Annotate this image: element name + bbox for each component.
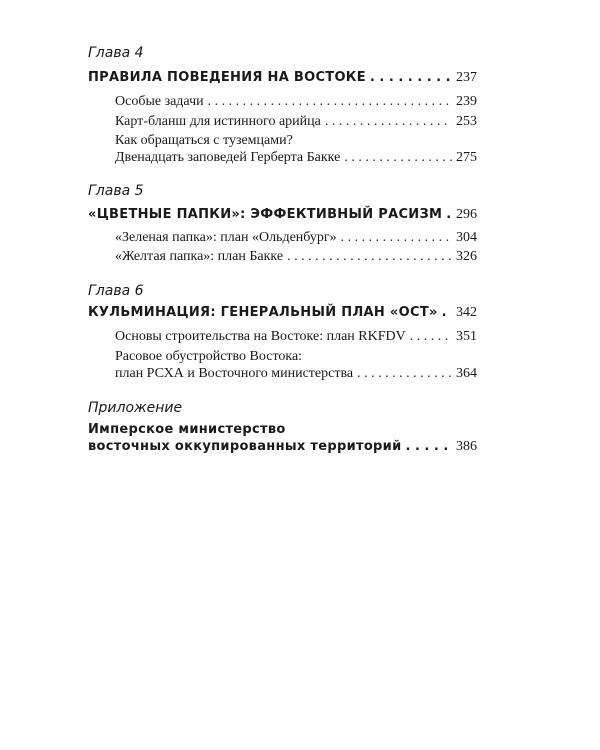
leader-dots bbox=[208, 94, 452, 110]
chapter-title: КУЛЬМИНАЦИЯ: ГЕНЕРАЛЬНЫЙ ПЛАН «ОСТ» bbox=[88, 305, 438, 320]
chapter-6-label: Глава 6 bbox=[88, 283, 144, 299]
section-title: Особые задачи bbox=[115, 94, 204, 109]
section-title: Основы строительства на Востоке: план RKFDV bbox=[115, 329, 406, 344]
section-title: «Желтая папка»: план Бакке bbox=[115, 249, 284, 264]
leader-dots bbox=[446, 207, 452, 223]
section-title: Карт-бланш для истинного арийца bbox=[115, 114, 321, 129]
leader-dots bbox=[341, 230, 452, 246]
leader-dots bbox=[357, 366, 452, 382]
section-entry[interactable] bbox=[115, 94, 477, 110]
page-number: 253 bbox=[456, 114, 477, 129]
section-entry[interactable] bbox=[115, 230, 477, 246]
section-title: план РСХА и Восточного министерства bbox=[115, 366, 354, 381]
page-number: 304 bbox=[456, 230, 477, 245]
chapter-5-label: Глава 5 bbox=[88, 183, 144, 199]
section-entry[interactable] bbox=[115, 249, 477, 265]
chapter-title: «ЦВЕТНЫЕ ПАПКИ»: ЭФФЕКТИВНЫЙ РАСИЗМ bbox=[88, 207, 443, 222]
section-title-line1: Как обращаться с туземцами? bbox=[115, 133, 293, 148]
appendix-title: восточных оккупированных территорий bbox=[88, 439, 402, 454]
section-entry[interactable] bbox=[115, 329, 477, 345]
page-number: 364 bbox=[456, 366, 477, 381]
section-title-line1: Расовое обустройство Востока: bbox=[115, 349, 303, 364]
page-number: 296 bbox=[456, 207, 477, 222]
chapter-6-entry[interactable] bbox=[88, 305, 477, 321]
section-entry[interactable] bbox=[115, 366, 477, 382]
page-number: 386 bbox=[456, 439, 477, 454]
leader-dots bbox=[405, 439, 452, 455]
appendix-label: Приложение bbox=[88, 400, 183, 416]
section-entry[interactable] bbox=[115, 114, 477, 130]
chapter-4-entry[interactable] bbox=[88, 70, 477, 86]
leader-dots bbox=[410, 329, 452, 345]
chapter-5-entry[interactable] bbox=[88, 207, 477, 223]
page-number: 326 bbox=[456, 249, 477, 264]
leader-dots bbox=[287, 249, 452, 265]
section-title: «Зеленая папка»: план «Ольденбург» bbox=[115, 230, 337, 245]
page-number: 237 bbox=[456, 70, 477, 85]
page-number: 351 bbox=[456, 329, 477, 344]
leader-dots bbox=[344, 150, 452, 166]
section-entry[interactable] bbox=[115, 150, 477, 166]
leader-dots bbox=[325, 114, 452, 130]
leader-dots bbox=[442, 305, 452, 321]
page-number: 342 bbox=[456, 305, 477, 320]
page-number: 239 bbox=[456, 94, 477, 109]
appendix-entry[interactable] bbox=[88, 439, 477, 455]
appendix-title-line1: Имперское министерство bbox=[88, 422, 286, 437]
section-title: Двенадцать заповедей Герберта Бакке bbox=[115, 150, 341, 165]
page-number: 275 bbox=[456, 150, 477, 165]
leader-dots bbox=[370, 70, 452, 86]
chapter-title: ПРАВИЛА ПОВЕДЕНИЯ НА ВОСТОКЕ bbox=[88, 70, 366, 85]
chapter-4-label: Глава 4 bbox=[88, 45, 144, 61]
